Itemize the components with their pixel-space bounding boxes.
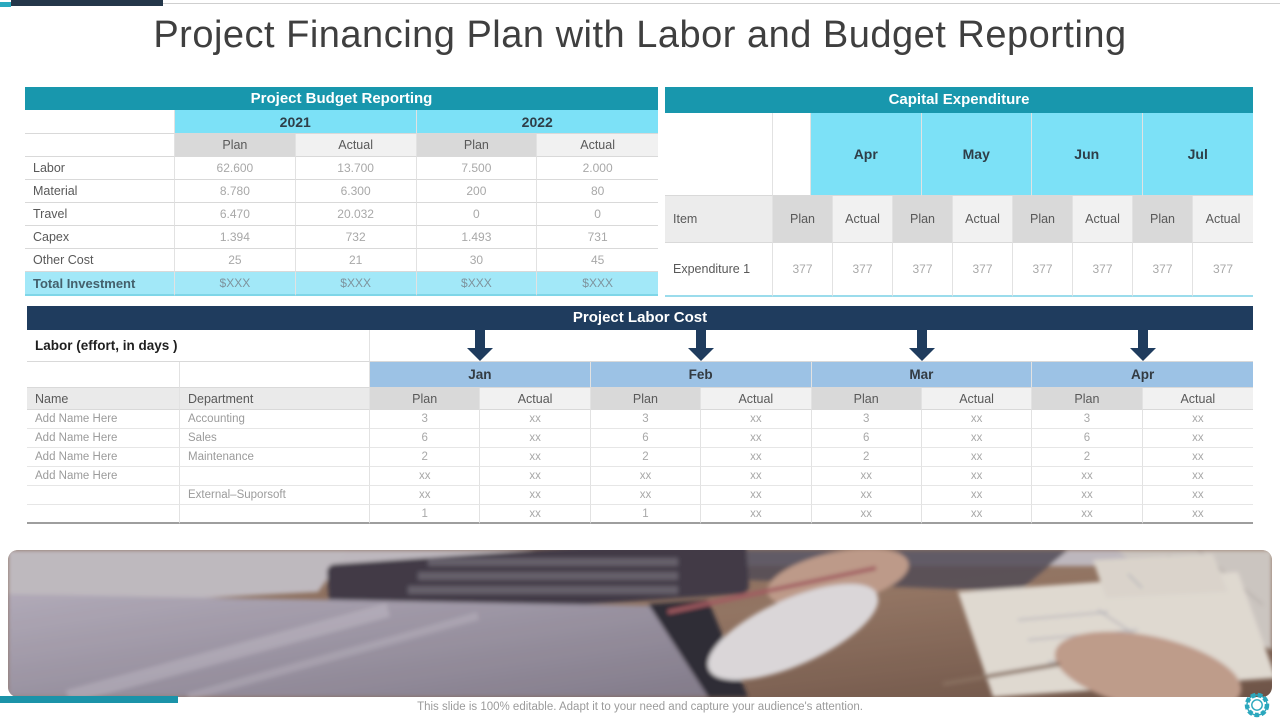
labor-subheader-plan: Plan [1032, 388, 1142, 410]
budget-cell: 25 [175, 249, 296, 272]
labor-cell: xx [701, 448, 811, 467]
budget-cell: 45 [537, 249, 658, 272]
labor-cell: xx [370, 467, 480, 486]
labor-subheader-actual: Actual [1143, 388, 1253, 410]
table-row [25, 226, 658, 249]
labor-cell: xx [922, 429, 1032, 448]
budget-total-cell: $XXX [537, 272, 658, 296]
labor-department-cell [180, 505, 370, 524]
budget-cell: 1.493 [417, 226, 538, 249]
labor-cell: xx [1143, 505, 1253, 524]
budget-cell: 8.780 [175, 180, 296, 203]
labor-month-header: Mar [812, 362, 1033, 388]
table-row [27, 448, 1253, 467]
budget-cell: 6.470 [175, 203, 296, 226]
capex-month-header: Apr [811, 113, 922, 196]
down-arrow-icon [688, 330, 714, 361]
capex-cell: 377 [773, 243, 833, 297]
labor-table-title: Project Labor Cost [27, 306, 1253, 330]
labor-subheader-actual: Actual [701, 388, 811, 410]
labor-cell: xx [1032, 486, 1142, 505]
labor-cell: xx [701, 505, 811, 524]
labor-cell: xx [701, 467, 811, 486]
labor-subheader-plan: Plan [591, 388, 701, 410]
labor-cell: xx [480, 486, 590, 505]
budget-year-header: 2022 [417, 110, 659, 134]
budget-cell: 20.032 [296, 203, 417, 226]
budget-cell: 21 [296, 249, 417, 272]
labor-cell: xx [922, 448, 1032, 467]
capex-table [665, 87, 1253, 297]
labor-subheader-plan: Plan [812, 388, 922, 410]
labor-cell: xx [1143, 486, 1253, 505]
capex-cell: 377 [953, 243, 1013, 297]
labor-cell: xx [480, 410, 590, 429]
capex-subheader-plan: Plan [893, 196, 953, 243]
labor-name-cell: Add Name Here [27, 429, 180, 448]
budget-cell: 13.700 [296, 157, 417, 180]
labor-cell: xx [812, 486, 922, 505]
labor-subheader-plan: Plan [370, 388, 480, 410]
capex-spacer-cell [773, 113, 811, 196]
budget-cell: 0 [417, 203, 538, 226]
budget-total-cell: $XXX [417, 272, 538, 296]
budget-row-label: Capex [25, 226, 175, 249]
budget-table [25, 87, 658, 296]
capex-cell: 377 [1013, 243, 1073, 297]
capex-row-label: Expenditure 1 [665, 243, 773, 297]
budget-row-label: Material [25, 180, 175, 203]
labor-cell: xx [1143, 429, 1253, 448]
labor-cell: 6 [812, 429, 922, 448]
labor-cell: xx [922, 486, 1032, 505]
labor-cell: xx [480, 448, 590, 467]
capex-subheader-actual: Actual [953, 196, 1013, 243]
down-arrow-icon [1130, 330, 1156, 361]
labor-month-header: Jan [370, 362, 591, 388]
labor-cell: xx [922, 467, 1032, 486]
labor-department-cell: External–Suporsoft [180, 486, 370, 505]
footer-note: This slide is 100% editable. Adapt it to your need and capture your audience's attention. [417, 701, 863, 713]
labor-name-cell [27, 486, 180, 505]
budget-corner-cell [25, 110, 175, 134]
capex-cell: 377 [1133, 243, 1193, 297]
budget-cell: 2.000 [537, 157, 658, 180]
capex-subheader-plan: Plan [1013, 196, 1073, 243]
down-arrow-icon [909, 330, 935, 361]
labor-cell: xx [701, 429, 811, 448]
budget-cell: 731 [537, 226, 658, 249]
budget-cell: 80 [537, 180, 658, 203]
budget-cell: 1.394 [175, 226, 296, 249]
capex-subheader-actual: Actual [1193, 196, 1253, 243]
budget-cell: 200 [417, 180, 538, 203]
capex-cell: 377 [893, 243, 953, 297]
labor-cell: 2 [370, 448, 480, 467]
labor-cell: xx [480, 429, 590, 448]
labor-cell: 6 [1032, 429, 1142, 448]
labor-cell: 2 [591, 448, 701, 467]
capex-cell: 377 [833, 243, 893, 297]
budget-subheader-spacer [25, 134, 175, 157]
desk-photo [8, 550, 1272, 697]
page-title: Project Financing Plan with Labor and Budget Reporting [153, 14, 1127, 56]
labor-cell: xx [591, 467, 701, 486]
capex-month-header: May [922, 113, 1033, 196]
budget-row-label: Other Cost [25, 249, 175, 272]
table-row [27, 486, 1253, 505]
labor-cell: xx [1143, 467, 1253, 486]
labor-cell: xx [591, 486, 701, 505]
table-row [27, 410, 1253, 429]
labor-cell: xx [812, 467, 922, 486]
labor-cell: xx [1032, 467, 1142, 486]
labor-effort-label: Labor (effort, in days ) [27, 330, 370, 362]
labor-cell: 2 [812, 448, 922, 467]
labor-cell: xx [922, 410, 1032, 429]
table-row [25, 180, 658, 203]
budget-cell: 6.300 [296, 180, 417, 203]
labor-cell: 6 [591, 429, 701, 448]
labor-cell: 3 [1032, 410, 1142, 429]
capex-subheader-actual: Actual [1073, 196, 1133, 243]
labor-department-cell: Maintenance [180, 448, 370, 467]
labor-cell: xx [701, 486, 811, 505]
down-arrow-icon [467, 330, 493, 361]
budget-table-title: Project Budget Reporting [25, 87, 658, 110]
budget-cell: 62.600 [175, 157, 296, 180]
budget-total-label: Total Investment [25, 272, 175, 296]
labor-name-cell: Add Name Here [27, 410, 180, 429]
labor-cell: 1 [370, 505, 480, 524]
budget-cell: 7.500 [417, 157, 538, 180]
labor-cell: xx [922, 505, 1032, 524]
table-row [27, 505, 1253, 524]
labor-department-cell: Sales [180, 429, 370, 448]
budget-total-cell: $XXX [296, 272, 417, 296]
table-row [27, 429, 1253, 448]
capex-item-header: Item [665, 196, 773, 243]
table-row [25, 203, 658, 226]
labor-cell: xx [480, 467, 590, 486]
labor-subheader-actual: Actual [922, 388, 1032, 410]
top-divider-line [163, 3, 1280, 4]
labor-name-cell [27, 505, 180, 524]
capex-cell: 377 [1193, 243, 1253, 297]
labor-cell: xx [701, 410, 811, 429]
table-row [665, 243, 1253, 297]
labor-name-header: Name [27, 388, 180, 410]
budget-cell: 30 [417, 249, 538, 272]
labor-department-cell [180, 467, 370, 486]
labor-table [27, 306, 1253, 524]
capex-month-header: Jul [1143, 113, 1254, 196]
labor-department-cell: Accounting [180, 410, 370, 429]
gear-icon [1242, 690, 1272, 720]
labor-cell: 1 [591, 505, 701, 524]
labor-month-header: Apr [1032, 362, 1253, 388]
labor-month-spacer [180, 362, 370, 388]
labor-cell: 3 [370, 410, 480, 429]
labor-cell: xx [1143, 448, 1253, 467]
labor-subheader-actual: Actual [480, 388, 590, 410]
labor-effort-spacer [370, 330, 1253, 362]
top-teal-accent [0, 2, 11, 7]
top-navy-bar [11, 0, 163, 6]
budget-row-label: Travel [25, 203, 175, 226]
table-row [25, 249, 658, 272]
capex-subheader-plan: Plan [1133, 196, 1193, 243]
budget-row-label: Labor [25, 157, 175, 180]
budget-subheader-actual: Actual [296, 134, 417, 157]
budget-total-row [25, 272, 658, 296]
budget-subheader-plan: Plan [175, 134, 296, 157]
labor-cell: xx [370, 486, 480, 505]
labor-department-header: Department [180, 388, 370, 410]
labor-cell: 3 [591, 410, 701, 429]
labor-cell: xx [812, 505, 922, 524]
capex-cell: 377 [1073, 243, 1133, 297]
budget-cell: 732 [296, 226, 417, 249]
capex-month-header: Jun [1032, 113, 1143, 196]
budget-cell: 0 [537, 203, 658, 226]
budget-subheader-plan: Plan [417, 134, 538, 157]
capex-subheader-plan: Plan [773, 196, 833, 243]
table-row [27, 467, 1253, 486]
capex-corner-cell [665, 113, 773, 196]
labor-cell: 6 [370, 429, 480, 448]
budget-total-cell: $XXX [175, 272, 296, 296]
labor-cell: xx [1032, 505, 1142, 524]
capex-subheader-actual: Actual [833, 196, 893, 243]
labor-cell: 3 [812, 410, 922, 429]
labor-month-spacer [27, 362, 180, 388]
budget-year-header: 2021 [175, 110, 417, 134]
table-row [25, 157, 658, 180]
labor-cell: 2 [1032, 448, 1142, 467]
labor-name-cell: Add Name Here [27, 448, 180, 467]
labor-month-header: Feb [591, 362, 812, 388]
labor-cell: xx [480, 505, 590, 524]
budget-subheader-actual: Actual [537, 134, 658, 157]
capex-table-title: Capital Expenditure [665, 87, 1253, 113]
labor-name-cell: Add Name Here [27, 467, 180, 486]
labor-cell: xx [1143, 410, 1253, 429]
